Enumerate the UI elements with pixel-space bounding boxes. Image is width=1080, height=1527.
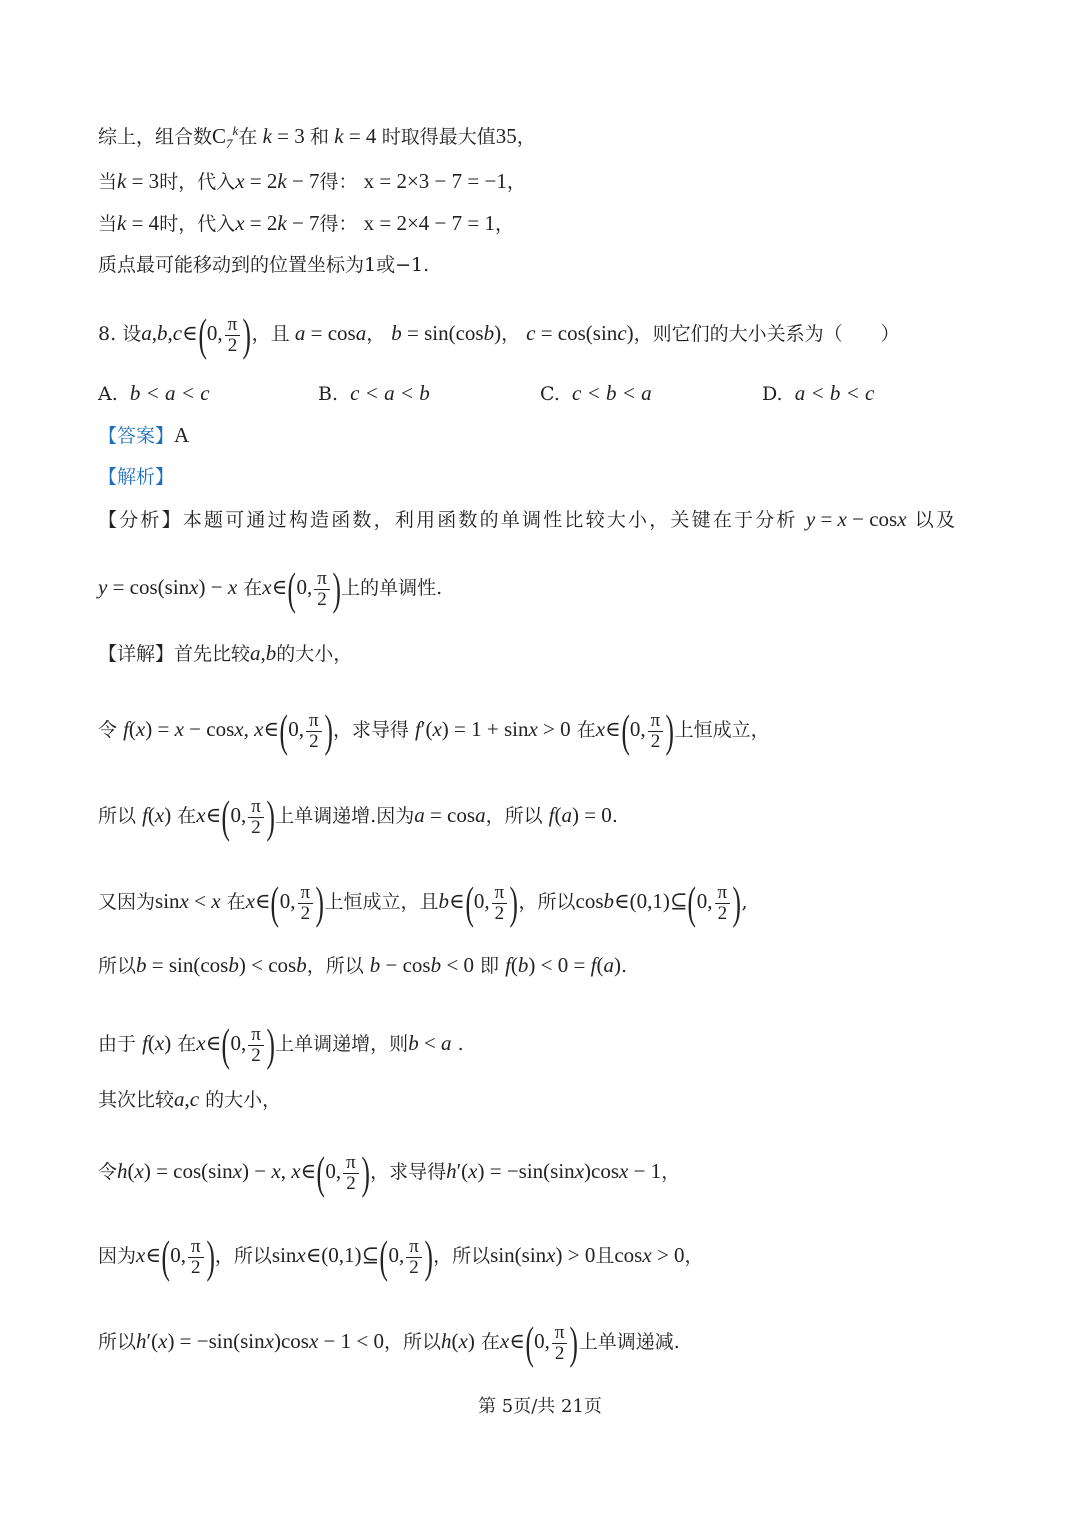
fenxi-line-1: 【分析】本题可通过构造函数，利用函数的单调性比较大小，关键在于分析 y = x − cosx 以及 xyxy=(98,507,958,531)
text: 上单调递增，则 xyxy=(275,1033,409,1055)
text: 时，代入 xyxy=(159,213,236,235)
because-line: 因为x∈(0, $\frac{\pi}{2}$ )，所以sinx∈(0,1)⊆(0, $\frac{\pi}{2}$ )，所以sin(sinx) > 0且cosx > 0， xyxy=(98,1231,704,1282)
text: 其次比较 xyxy=(98,1089,175,1111)
answer-tag: 【答案】 xyxy=(98,425,175,447)
text: ，所以 xyxy=(433,1245,491,1267)
text: 在 xyxy=(226,891,246,913)
text: 时取得最大值 xyxy=(381,126,496,148)
so-f-line: 所以 f(x) 在x∈(0, $\frac{\pi}{2}$ )上单调递增.因为a = cosa，所以 f(a) = 0. xyxy=(98,791,618,842)
page-footer: 第 5页/共 21页 xyxy=(478,1396,602,1417)
text: 因为 xyxy=(98,1245,137,1267)
text: 的大小， xyxy=(276,643,353,665)
let-f-line: 令 f(x) = x − cosx, x∈(0, $\frac{\pi}{2}$ )，求导得 f′(x) = 1 + sinx > 0 在x∈(0, $\frac{\pi}{2}$ )上恒成立， xyxy=(98,705,770,756)
choice-d[interactable] xyxy=(762,380,874,407)
summary-line-2: 当k = 3时，代入x = 2k − 7得： x = 2×3 − 7 = −1， xyxy=(98,169,526,193)
case4-result: x = 2×4 − 7 = 1 xyxy=(363,211,495,235)
summary-line-1: 综上，组合数$C_7^k$在 k = 3 和 k = 4 时取得最大值35， xyxy=(98,123,536,152)
text: ，所以 xyxy=(306,955,364,977)
since-f-line: 由于 f(x) 在x∈(0, $\frac{\pi}{2}$ )上单调递增，则b < a . xyxy=(98,1019,464,1070)
choice-text: a < b < c xyxy=(794,381,875,405)
let-h-line: 令h(x) = cos(sinx) − x, x∈(0, $\frac{\pi}{2}$ )，求导得h′(x) = −sin(sinx)cosx − 1， xyxy=(98,1147,681,1198)
choice-text: c < a < b xyxy=(350,381,430,405)
text: 上恒成立，且 xyxy=(324,891,439,913)
choice-c[interactable] xyxy=(540,380,652,407)
text: 在 xyxy=(576,719,596,741)
text: 首先比较 xyxy=(174,643,251,665)
text: ，所以 xyxy=(214,1245,272,1267)
text: 得： xyxy=(319,213,358,235)
choice-label: B. xyxy=(318,383,339,405)
text: 在 xyxy=(177,1033,197,1055)
max-value: 35 xyxy=(495,124,517,148)
fenxi-line-2: y = cos(sinx) − x 在x∈(0, $\frac{\pi}{2}$ )上的单调性. xyxy=(98,563,443,614)
text: 的大小， xyxy=(205,1089,282,1111)
choice-label: D. xyxy=(762,383,783,405)
text: ，所以 xyxy=(383,1331,441,1353)
text: ，求导得 xyxy=(332,719,409,741)
text: 和 xyxy=(310,126,330,148)
text: 由于 xyxy=(98,1033,137,1055)
choice-a[interactable] xyxy=(98,380,210,407)
text: 上的单调性. xyxy=(341,577,443,599)
text: 上单调递增.因为 xyxy=(275,805,415,827)
choice-label: C. xyxy=(540,383,560,405)
choice-text: b < a < c xyxy=(129,381,210,405)
text: 所以 xyxy=(98,1331,137,1353)
text: 令 xyxy=(98,719,118,741)
analysis-tag: 【解析】 xyxy=(98,466,175,488)
case3-result: x = 2×3 − 7 = −1 xyxy=(363,169,507,193)
text: 在 xyxy=(480,1331,500,1353)
text: 【分析】 xyxy=(98,509,183,531)
text: 在 xyxy=(238,126,258,148)
question-number: 8. xyxy=(98,323,117,345)
text: ，所以 xyxy=(518,891,576,913)
text: 所以 xyxy=(98,955,137,977)
text: 当 xyxy=(98,213,118,235)
text: ，求导得 xyxy=(370,1161,447,1183)
text: 时，代入 xyxy=(159,171,236,193)
summary-line-3: 当k = 4时，代入x = 2k − 7得： x = 2×4 − 7 = 1， xyxy=(98,211,514,235)
text: 即 xyxy=(480,955,500,977)
summary-conclusion: 质点最可能移动到的位置坐标为1或−1. xyxy=(98,254,430,276)
answer-line xyxy=(98,422,189,449)
text: 令 xyxy=(98,1161,118,1183)
so-b-line: 所以b = sin(cosb) < cosb，所以 b − cosb < 0 即 f(b) < 0 = f(a). xyxy=(98,953,627,977)
also-line: 又因为sinx < x 在x∈(0, $\frac{\pi}{2}$ )上恒成立，且b∈(0, $\frac{\pi}{2}$ )，所以cosb∈(0,1)⊆(0, $\frac{\pi}{2}$ ), xyxy=(98,877,748,928)
text: 得： xyxy=(319,171,358,193)
question-stem: 8. 设a,b,c∈(0, $\frac{\pi}{2}$ )，且 a = cosa， b = sin(cosb)， c = cos(sinc)，则它们的大小关系为（ ） xyxy=(98,309,900,360)
text: 又因为 xyxy=(98,891,156,913)
text: 以及 xyxy=(914,509,958,531)
text: 【详解】 xyxy=(98,643,175,665)
text: 在 xyxy=(177,805,197,827)
text: 综上，组合数 xyxy=(98,126,213,148)
text: 则它们的大小关系为（ ） xyxy=(652,323,900,345)
text: 设 xyxy=(122,323,142,345)
choice-label: A. xyxy=(98,383,118,405)
text: 在 xyxy=(243,577,263,599)
xiangjie-line: 【详解】首先比较a,b的大小， xyxy=(98,641,353,665)
text: ，所以 xyxy=(485,805,543,827)
so-h-line: 所以h′(x) = −sin(sinx)cosx − 1 < 0，所以h(x) 在x∈(0, $\frac{\pi}{2}$ )上单调递减. xyxy=(98,1317,680,1368)
text: 且 xyxy=(270,323,290,345)
answer-value: A xyxy=(174,423,190,447)
text: 当 xyxy=(98,171,118,193)
next-line: 其次比较a,c 的大小， xyxy=(98,1087,282,1111)
text: 上单调递减. xyxy=(578,1331,680,1353)
text: 上恒成立， xyxy=(674,719,770,741)
text: 本题可通过构造函数，利用函数的单调性比较大小，关键在于分析 xyxy=(182,509,798,531)
choice-text: c < b < a xyxy=(572,381,652,405)
text: 所以 xyxy=(98,805,137,827)
choice-b[interactable] xyxy=(318,380,430,407)
text: 且 xyxy=(595,1245,615,1267)
